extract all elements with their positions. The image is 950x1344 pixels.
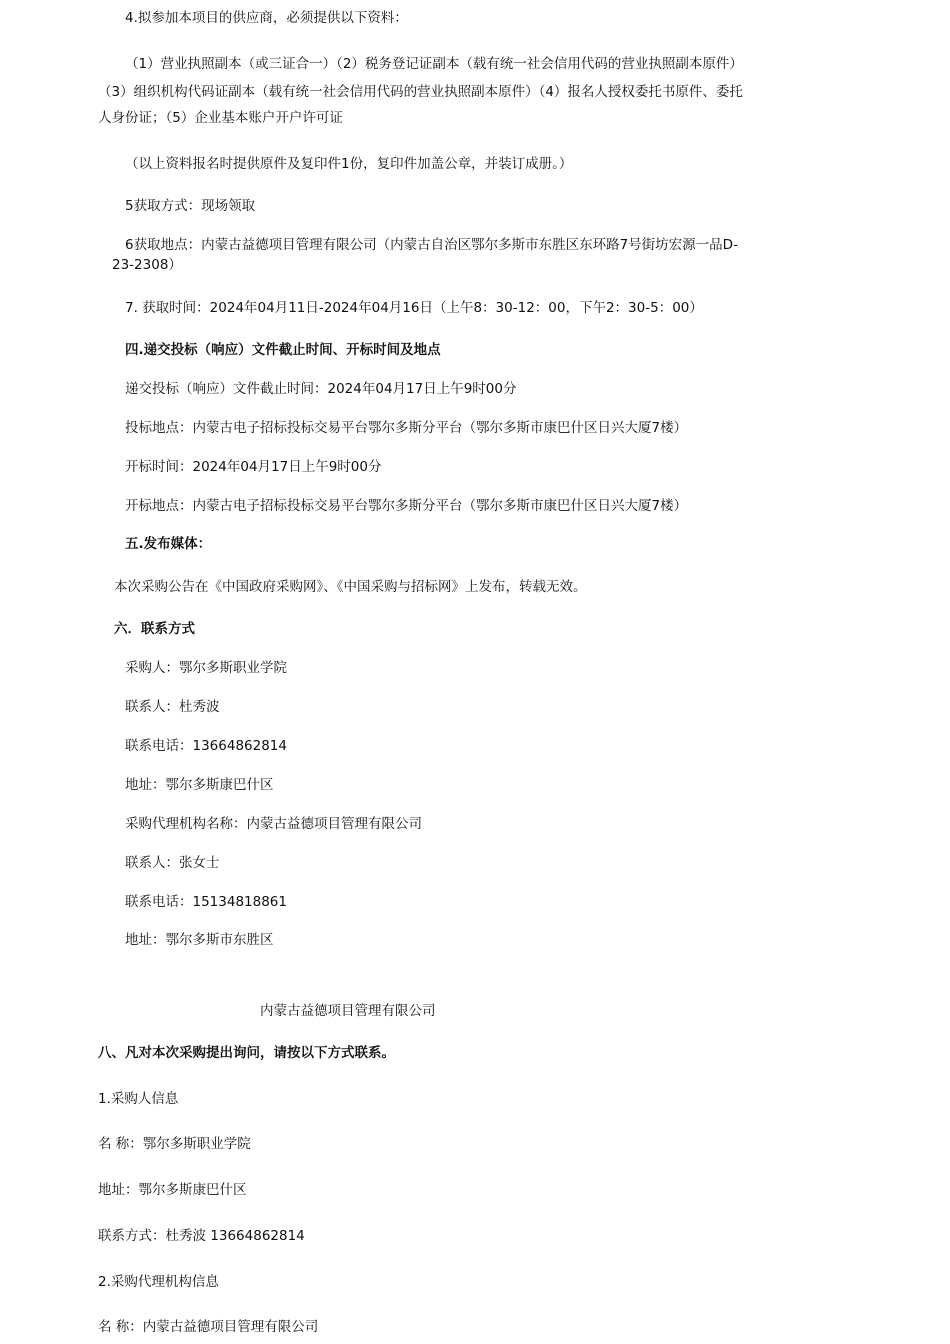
section-heading: 四.递交投标（响应）文件截止时间、开标时间及地点 <box>125 342 441 358</box>
section-heading: 六．联系方式 <box>114 621 195 637</box>
agency-address: 地址：鄂尔多斯市东胜区 <box>125 932 274 948</box>
section-heading: 八、凡对本次采购提出询问，请按以下方式联系。 <box>98 1045 395 1061</box>
acquisition-place: 6获取地点：内蒙古益德项目管理有限公司（内蒙古自治区鄂尔多斯市东胜区东环路7号街坊宏源一品D- <box>125 237 738 253</box>
info-agency-name: 名 称：内蒙古益德项目管理有限公司 <box>98 1319 319 1335</box>
requirements-note: （以上资料报名时提供原件及复印件1份，复印件加盖公章，并装订成册。） <box>125 156 573 172</box>
submission-deadline: 递交投标（响应）文件截止时间：2024年04月17日上午9时00分 <box>125 381 517 397</box>
section-heading: 五.发布媒体： <box>125 536 212 552</box>
agency-contact: 联系人：张女士 <box>125 855 220 871</box>
buyer-name: 采购人：鄂尔多斯职业学院 <box>125 660 287 676</box>
info-buyer-address: 地址：鄂尔多斯康巴什区 <box>98 1182 247 1198</box>
info-title: 2.采购代理机构信息 <box>98 1274 219 1290</box>
bid-opening-location: 开标地点：内蒙古电子招标投标交易平台鄂尔多斯分平台（鄂尔多斯市康巴什区日兴大厦7楼） <box>125 498 688 514</box>
signature: 内蒙古益德项目管理有限公司 <box>260 1003 436 1019</box>
bid-opening-time: 开标时间：2024年04月17日上午9时00分 <box>125 459 382 475</box>
acquisition-time: 7. 获取时间：2024年04月11日-2024年04月16日（上午8：30-12：00，下午2：30-5：00） <box>125 300 703 316</box>
requirements-line: （1）营业执照副本（或三证合一）（2）税务登记证副本（载有统一社会信用代码的营业执照副本原件） <box>125 56 743 72</box>
agency-name: 采购代理机构名称：内蒙古益德项目管理有限公司 <box>125 816 422 832</box>
buyer-contact: 联系人：杜秀波 <box>125 699 220 715</box>
info-buyer-contact: 联系方式：杜秀波 13664862814 <box>98 1228 305 1244</box>
acquisition-place-cont: 23-2308） <box>112 257 182 273</box>
buyer-phone: 联系电话：13664862814 <box>125 738 287 754</box>
requirements-line: 人身份证；（5）企业基本账户开户许可证 <box>98 110 343 126</box>
acquisition-method: 5获取方式：现场领取 <box>125 198 256 214</box>
info-title: 1.采购人信息 <box>98 1091 179 1107</box>
publication-media: 本次采购公告在《中国政府采购网》、《中国采购与招标网》上发布，转载无效。 <box>114 579 587 595</box>
agency-phone: 联系电话：15134818861 <box>125 894 287 910</box>
bid-location: 投标地点：内蒙古电子招标投标交易平台鄂尔多斯分平台（鄂尔多斯市康巴什区日兴大厦7楼） <box>125 420 688 436</box>
requirements-line: （3）组织机构代码证副本（载有统一社会信用代码的营业执照副本原件）（4）报名人授权委托书原件、委托 <box>98 84 743 100</box>
info-buyer-name: 名 称：鄂尔多斯职业学院 <box>98 1136 251 1152</box>
requirements-title: 4.拟参加本项目的供应商，必须提供以下资料： <box>125 10 408 26</box>
buyer-address: 地址：鄂尔多斯康巴什区 <box>125 777 274 793</box>
